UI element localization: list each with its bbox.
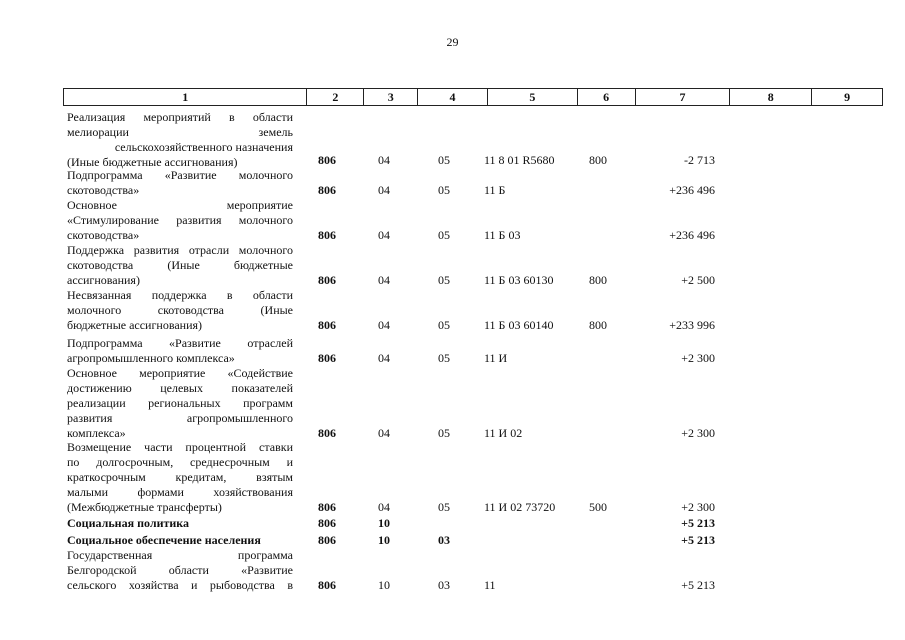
row-description: Основное мероприятие «Содействие достижению целевых показателей реализации региональных программ развития агропромышленного комплекса» (67, 366, 293, 440)
cell-amount: +5 213 (681, 578, 715, 592)
cell-admin-code: 806 (318, 533, 336, 547)
cell-section: 10 (378, 578, 390, 592)
header-col-6: 6 (578, 89, 636, 105)
cell-section: 04 (378, 500, 390, 514)
header-col-8: 8 (730, 89, 812, 105)
cell-subsection: 03 (438, 578, 450, 592)
cell-subsection: 05 (438, 228, 450, 242)
cell-amount: +2 500 (681, 273, 715, 287)
row-description: Поддержка развития отрасли молочного скотоводства (Иные бюджетные ассигнования) (67, 243, 293, 287)
cell-admin-code: 806 (318, 183, 336, 197)
cell-target-article: 11 Б 03 60140 (484, 318, 554, 332)
cell-subsection: 05 (438, 153, 450, 167)
cell-target-article: 11 Б 03 (484, 228, 521, 242)
cell-expense-type: 800 (589, 273, 607, 287)
cell-expense-type: 500 (589, 500, 607, 514)
header-col-3: 3 (364, 89, 418, 105)
row-description: Государственная программа Белгородской области «Развитие сельского хозяйства и рыбоводства в (67, 548, 293, 592)
cell-section: 04 (378, 228, 390, 242)
cell-section: 04 (378, 351, 390, 365)
header-col-9: 9 (844, 90, 851, 104)
cell-section: 04 (378, 183, 390, 197)
cell-admin-code: 806 (318, 351, 336, 365)
cell-subsection: 03 (438, 533, 450, 547)
row-description: Основное мероприятие «Стимулирование развития молочного скотоводства» (67, 198, 293, 242)
row-description: Несвязанная поддержка в области молочного скотоводства (Иные бюджетные ассигнования) (67, 288, 293, 332)
cell-section: 10 (378, 516, 390, 530)
row-description: Подпрограмма «Развитие молочного скотоводства» (67, 168, 293, 197)
cell-target-article: 11 И 02 (484, 426, 523, 440)
cell-section: 04 (378, 318, 390, 332)
cell-target-article: 11 Б (484, 183, 506, 197)
cell-section: 04 (378, 153, 390, 167)
cell-section: 04 (378, 426, 390, 440)
header-col-4: 4 (418, 89, 488, 105)
row-description: Возмещение части процентной ставки по долгосрочным, среднесрочным и краткосрочным кредитам, взятым малыми формами хозяйствования (Межбюджетные трансферты) (67, 440, 293, 514)
cell-amount: +236 496 (669, 228, 715, 242)
cell-expense-type: 800 (589, 153, 607, 167)
cell-admin-code: 806 (318, 273, 336, 287)
cell-subsection: 05 (438, 183, 450, 197)
cell-amount: +236 496 (669, 183, 715, 197)
cell-amount: +2 300 (681, 500, 715, 514)
header-col-7: 7 (636, 89, 731, 105)
cell-section: 10 (378, 533, 390, 547)
cell-subsection: 05 (438, 351, 450, 365)
header-col-1: 1 (64, 89, 307, 105)
header-col-2: 2 (307, 89, 364, 105)
row-description: Реализация мероприятий в области мелиорации земель сельскохозяйственного назначения (Иные бюджетные ассигнования) (67, 110, 293, 169)
cell-subsection: 05 (438, 500, 450, 514)
cell-target-article: 11 8 01 R5680 (484, 153, 555, 167)
row-description: Подпрограмма «Развитие отраслей агропромышленного комплекса» (67, 336, 293, 365)
cell-admin-code: 806 (318, 228, 336, 242)
cell-admin-code: 806 (318, 153, 336, 167)
cell-expense-type: 800 (589, 318, 607, 332)
cell-target-article: 11 И (484, 351, 508, 365)
cell-section: 04 (378, 273, 390, 287)
cell-amount: -2 713 (684, 153, 715, 167)
page-number: 29 (446, 35, 459, 49)
cell-amount: +5 213 (681, 533, 715, 547)
row-description: Социальная политика (67, 516, 190, 530)
cell-target-article: 11 Б 03 60130 (484, 273, 554, 287)
cell-admin-code: 806 (318, 500, 336, 514)
cell-target-article: 11 И 02 73720 (484, 500, 556, 514)
cell-admin-code: 806 (318, 318, 336, 332)
cell-subsection: 05 (438, 318, 450, 332)
row-description: Социальное обеспечение населения (67, 533, 261, 547)
cell-amount: +2 300 (681, 351, 715, 365)
table-header (63, 88, 883, 106)
cell-amount: +2 300 (681, 426, 715, 440)
cell-admin-code: 806 (318, 426, 336, 440)
cell-subsection: 05 (438, 273, 450, 287)
cell-admin-code: 806 (318, 516, 336, 530)
header-col-5: 5 (488, 89, 578, 105)
cell-subsection: 05 (438, 426, 450, 440)
cell-admin-code: 806 (318, 578, 336, 592)
cell-amount: +233 996 (669, 318, 715, 332)
cell-target-article: 11 (484, 578, 496, 592)
cell-amount: +5 213 (681, 516, 715, 530)
